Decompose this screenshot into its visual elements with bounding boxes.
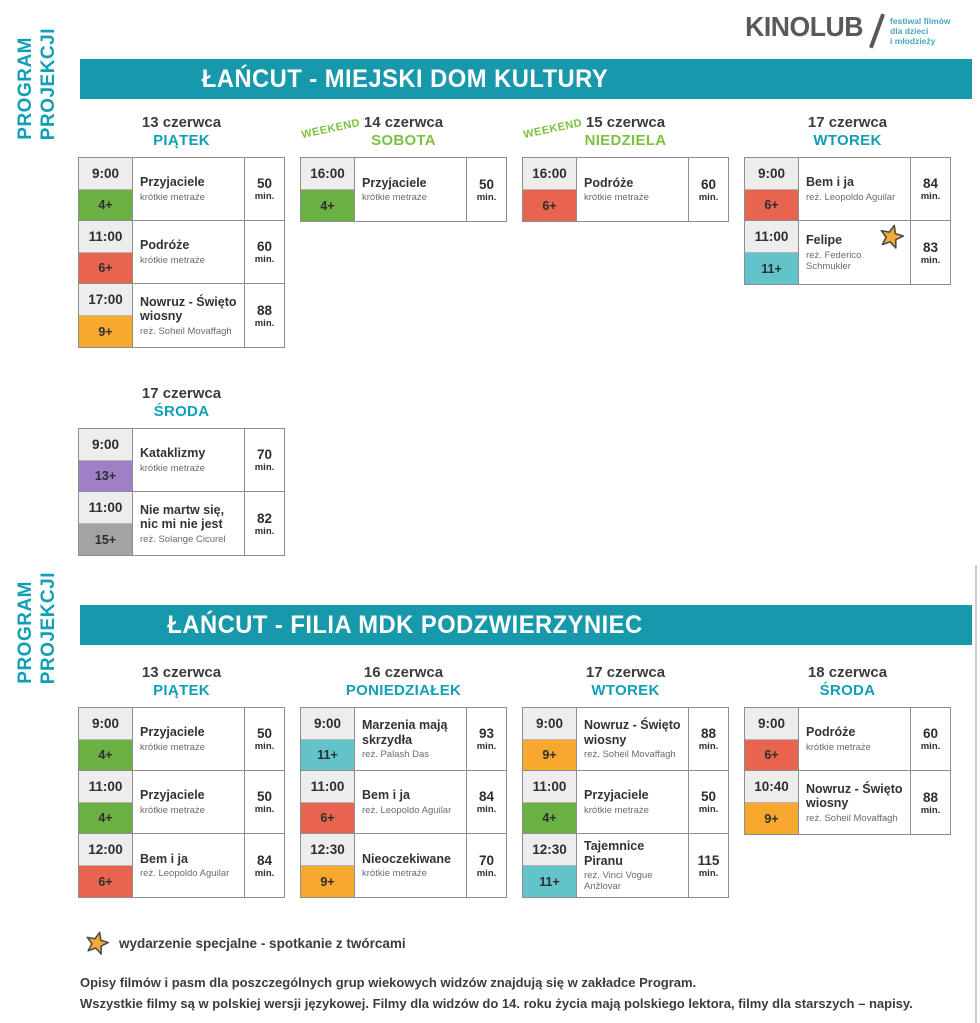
film-subtitle: reż. Vinci Vogue Anžlovar xyxy=(584,870,653,892)
duration-unit: min. xyxy=(254,462,275,473)
day-name: PONIEDZIAŁEK xyxy=(345,682,462,699)
age-badge: 6+ xyxy=(745,189,798,221)
age-badge: 6+ xyxy=(523,189,576,221)
film-info xyxy=(355,158,466,221)
age-badge: 13+ xyxy=(79,460,132,492)
duration-cell xyxy=(688,158,728,221)
film-info xyxy=(355,771,466,833)
duration-value: 50 xyxy=(478,176,495,192)
day-header xyxy=(78,383,285,428)
schedule-row xyxy=(78,383,285,556)
duration-unit: min. xyxy=(698,867,719,879)
duration-cell xyxy=(466,158,506,221)
film-subtitle: krótkie metraże xyxy=(362,868,427,880)
time-age-cell xyxy=(523,708,577,770)
film-card xyxy=(523,158,728,221)
film-info xyxy=(133,284,244,347)
day-column xyxy=(744,112,951,348)
duration-cell xyxy=(244,284,284,347)
date-label: 13 czerwca xyxy=(141,114,222,131)
duration-unit: min. xyxy=(254,191,275,202)
screening-time: 10:40 xyxy=(745,771,798,802)
film-subtitle: krótkie metraże xyxy=(584,804,649,816)
day-name: ŚRODA xyxy=(819,682,876,699)
sidebar-label-program: PROGRAM xyxy=(15,581,36,685)
screening-time: 17:00 xyxy=(79,284,132,315)
duration-cell xyxy=(688,771,728,833)
film-subtitle: krótkie metraże xyxy=(584,192,649,204)
duration-cell xyxy=(244,492,284,555)
film-title: Podróże xyxy=(140,238,190,253)
duration-unit: min. xyxy=(920,741,941,752)
duration-cell xyxy=(244,429,284,491)
duration-cell xyxy=(910,771,950,834)
film-subtitle: reż. Federico Schmukler xyxy=(806,249,862,272)
duration-value: 84 xyxy=(256,852,273,868)
date-label: 14 czerwca xyxy=(363,114,444,131)
duration-value: 50 xyxy=(256,726,273,741)
screening-time: 11:00 xyxy=(79,221,132,252)
duration-value: 83 xyxy=(922,239,939,255)
age-badge: 4+ xyxy=(79,802,132,834)
duration-unit: min. xyxy=(920,804,941,816)
time-age-cell xyxy=(79,158,133,220)
duration-value: 50 xyxy=(256,176,273,191)
day-header xyxy=(744,112,951,157)
film-title: Przyjaciele xyxy=(140,175,205,190)
footer-note-1: Opisy filmów i pasm dla poszczególnych grup wiekowych widzów znajdują się w zakładce Program. xyxy=(80,975,697,990)
film-info xyxy=(133,221,244,283)
venue-band xyxy=(80,59,972,99)
logo-tagline-line: i młodzieży xyxy=(890,36,936,46)
day-header xyxy=(522,662,729,707)
sidebar-label-projekcji: PROJEKCJI xyxy=(37,28,59,141)
duration-value: 93 xyxy=(478,726,495,741)
screening-time: 9:00 xyxy=(79,429,132,460)
date-label: 17 czerwca xyxy=(807,114,888,131)
day-name: ŚRODA xyxy=(153,403,210,420)
film-title: Bem i ja xyxy=(806,175,854,190)
film-card xyxy=(523,771,728,834)
day-name: NIEDZIELA xyxy=(584,132,667,149)
film-title: Marzenia mają skrzydła xyxy=(362,718,448,747)
date-label: 15 czerwca xyxy=(585,114,666,131)
film-card xyxy=(301,158,506,221)
day-column xyxy=(744,662,951,898)
screening-time: 12:30 xyxy=(523,834,576,865)
film-title: Przyjaciele xyxy=(584,788,649,803)
weekend-badge: WEEKEND xyxy=(522,116,584,142)
film-card xyxy=(301,834,506,897)
film-subtitle: reż. Soheil Movaffagh xyxy=(806,812,898,824)
film-title: Nowruz - Święto wiosny xyxy=(584,718,681,747)
page-edge-divider xyxy=(975,565,977,1023)
day-column xyxy=(78,662,285,898)
film-subtitle: krótkie metraże xyxy=(806,741,871,753)
kinolub-wordmark: KINOLUB xyxy=(745,11,863,42)
day-header xyxy=(522,112,729,157)
duration-unit: min. xyxy=(698,804,719,815)
film-title: Tajemnice Piranu xyxy=(584,839,645,868)
film-subtitle: krótkie metraże xyxy=(362,192,427,204)
program-projekcji-label xyxy=(16,572,59,684)
film-subtitle: reż. Soheil Movaffagh xyxy=(584,749,676,760)
kinolub-logo xyxy=(742,13,951,49)
film-subtitle: reż. Leopoldo Aguilar xyxy=(140,868,230,880)
film-card xyxy=(79,708,284,771)
time-age-cell xyxy=(79,834,133,897)
screening-list xyxy=(744,157,951,285)
day-name: WTOREK xyxy=(591,682,660,699)
time-age-cell xyxy=(79,221,133,283)
duration-value: 60 xyxy=(256,239,273,254)
duration-cell xyxy=(466,834,506,897)
film-title: Bem i ja xyxy=(140,851,188,866)
age-badge: 4+ xyxy=(79,189,132,221)
screening-time: 16:00 xyxy=(301,158,354,189)
screening-time: 11:00 xyxy=(79,492,132,523)
film-card xyxy=(523,708,728,771)
logo-tagline-line: dla dzieci xyxy=(890,26,929,36)
film-card xyxy=(745,771,950,834)
film-info xyxy=(355,708,466,770)
film-info xyxy=(799,708,910,770)
duration-unit: min. xyxy=(698,741,719,752)
time-age-cell xyxy=(79,429,133,491)
film-info xyxy=(799,771,910,834)
time-age-cell xyxy=(745,771,799,834)
day-column xyxy=(300,112,507,348)
day-name: SOBOTA xyxy=(371,132,436,149)
time-age-cell xyxy=(79,284,133,347)
film-title: Nowruz - Święto wiosny xyxy=(806,781,903,810)
duration-cell xyxy=(688,708,728,770)
film-title: Kataklizmy xyxy=(140,446,206,461)
duration-unit: min. xyxy=(476,804,497,815)
duration-cell xyxy=(910,158,950,220)
duration-value: 84 xyxy=(922,176,939,191)
film-card xyxy=(745,158,950,221)
screening-list xyxy=(300,707,507,898)
duration-value: 88 xyxy=(922,789,939,805)
screening-time: 11:00 xyxy=(745,221,798,252)
film-subtitle: krótkie metraże xyxy=(140,741,205,753)
film-card xyxy=(301,708,506,771)
screening-time: 9:00 xyxy=(79,708,132,739)
duration-cell xyxy=(244,221,284,283)
duration-unit: min. xyxy=(254,254,275,265)
screening-list xyxy=(744,707,951,835)
date-label: 17 czerwca xyxy=(141,385,222,402)
age-badge: 4+ xyxy=(79,739,132,771)
film-info xyxy=(133,834,244,897)
age-badge: 11+ xyxy=(301,739,354,771)
day-column xyxy=(78,383,285,556)
film-subtitle: krótkie metraże xyxy=(140,254,205,266)
duration-unit: min. xyxy=(476,741,497,752)
film-title: Nie martw się, nic mi nie jest xyxy=(140,502,225,531)
duration-unit: min. xyxy=(476,867,497,879)
screening-time: 11:00 xyxy=(523,771,576,802)
age-badge: 4+ xyxy=(523,802,576,834)
duration-value: 82 xyxy=(256,510,273,526)
duration-cell xyxy=(910,708,950,770)
film-title: Podróże xyxy=(806,725,856,740)
age-badge: 4+ xyxy=(301,189,354,221)
film-title: Przyjaciele xyxy=(140,788,205,803)
film-info xyxy=(577,708,688,770)
footer-note-2: Wszystkie filmy są w polskiej wersji językowej. Filmy dla widzów do 14. roku życia mają polskiego lektora, filmy dla starszych – napisy. xyxy=(80,996,913,1011)
film-subtitle: reż. Leopoldo Aguilar xyxy=(362,804,452,816)
film-info xyxy=(799,158,910,220)
duration-value: 60 xyxy=(700,176,717,192)
film-card xyxy=(79,492,284,555)
duration-value: 50 xyxy=(256,789,273,804)
film-info xyxy=(133,771,244,833)
age-badge: 11+ xyxy=(523,865,576,897)
time-age-cell xyxy=(523,771,577,833)
logo-slash-icon xyxy=(869,13,885,48)
date-label: 17 czerwca xyxy=(585,664,666,681)
time-age-cell xyxy=(301,708,355,770)
screening-time: 9:00 xyxy=(79,158,132,189)
special-event-star-icon xyxy=(84,930,110,956)
film-info xyxy=(133,492,244,555)
duration-unit: min. xyxy=(920,191,941,202)
duration-cell xyxy=(244,771,284,833)
film-title: Przyjaciele xyxy=(140,725,205,740)
duration-value: 70 xyxy=(478,852,495,868)
day-header xyxy=(744,662,951,707)
day-header xyxy=(78,112,285,157)
venue-band xyxy=(80,605,972,645)
screening-time: 9:00 xyxy=(745,158,798,189)
day-column xyxy=(78,112,285,348)
duration-unit: min. xyxy=(476,191,497,203)
duration-unit: min. xyxy=(254,317,275,329)
time-age-cell xyxy=(301,158,355,221)
time-age-cell xyxy=(745,221,799,284)
sidebar-label-program: PROGRAM xyxy=(15,37,36,141)
age-badge: 9+ xyxy=(523,739,576,771)
film-subtitle: reż. Soheil Movaffagh xyxy=(140,325,232,337)
duration-unit: min. xyxy=(254,867,275,879)
screening-list xyxy=(78,428,285,556)
day-column xyxy=(522,112,729,348)
time-age-cell xyxy=(745,708,799,770)
film-info xyxy=(577,771,688,833)
time-age-cell xyxy=(523,158,577,221)
film-title: Nieoczekiwane xyxy=(362,851,451,866)
duration-cell xyxy=(466,708,506,770)
film-info xyxy=(799,221,910,284)
venue-title: ŁAŃCUT - FILIA MDK PODZWIERZYNIEC xyxy=(167,610,643,639)
screening-list xyxy=(522,707,729,898)
film-title: Nowruz - Święto wiosny xyxy=(140,294,237,323)
duration-cell xyxy=(244,834,284,897)
date-label: 13 czerwca xyxy=(141,664,222,681)
film-card xyxy=(79,834,284,897)
day-name: PIĄTEK xyxy=(153,132,210,149)
film-title: Podróże xyxy=(584,175,634,190)
age-badge: 6+ xyxy=(301,802,354,834)
time-age-cell xyxy=(79,492,133,555)
time-age-cell xyxy=(79,771,133,833)
venue-title: ŁAŃCUT - MIEJSKI DOM KULTURY xyxy=(201,64,609,93)
film-card xyxy=(79,284,284,347)
film-subtitle: krótkie metraże xyxy=(140,191,205,203)
film-title: Bem i ja xyxy=(362,788,410,803)
schedule-row xyxy=(78,662,951,898)
screening-time: 9:00 xyxy=(301,708,354,739)
day-name: PIĄTEK xyxy=(153,682,210,699)
duration-unit: min. xyxy=(920,254,941,266)
duration-value: 88 xyxy=(256,302,273,318)
film-card xyxy=(301,771,506,834)
screening-time: 9:00 xyxy=(523,708,576,739)
age-badge: 9+ xyxy=(301,865,354,897)
age-badge: 6+ xyxy=(745,739,798,771)
film-card xyxy=(745,221,950,284)
duration-value: 115 xyxy=(697,852,720,868)
film-title: Felipe xyxy=(806,233,843,248)
day-header xyxy=(78,662,285,707)
duration-value: 70 xyxy=(256,447,273,462)
duration-value: 84 xyxy=(478,789,495,804)
duration-unit: min. xyxy=(254,525,275,537)
screening-time: 12:30 xyxy=(301,834,354,865)
film-info xyxy=(133,158,244,220)
logo-tagline-line: festiwal filmów xyxy=(890,16,951,26)
schedule-row xyxy=(78,112,951,348)
duration-cell xyxy=(910,221,950,284)
duration-value: 50 xyxy=(700,789,717,804)
screening-time: 12:00 xyxy=(79,834,132,865)
time-age-cell xyxy=(745,158,799,220)
film-title: Przyjaciele xyxy=(362,175,427,190)
age-badge: 6+ xyxy=(79,252,132,284)
film-subtitle: reż. Leopoldo Aguilar xyxy=(806,191,896,203)
logo-tagline xyxy=(890,13,950,46)
duration-unit: min. xyxy=(254,804,275,815)
film-info xyxy=(577,834,688,897)
duration-value: 60 xyxy=(922,726,939,741)
time-age-cell xyxy=(301,771,355,833)
film-card xyxy=(745,708,950,771)
special-event-star-icon xyxy=(878,223,905,250)
screening-time: 9:00 xyxy=(745,708,798,739)
day-header xyxy=(300,662,507,707)
time-age-cell xyxy=(79,708,133,770)
screening-list xyxy=(300,157,507,222)
day-column xyxy=(522,662,729,898)
duration-cell xyxy=(244,158,284,220)
screening-list xyxy=(522,157,729,222)
film-subtitle: reż. Palash Das xyxy=(362,749,430,760)
film-card xyxy=(79,158,284,221)
duration-cell xyxy=(244,708,284,770)
footer-notes xyxy=(80,972,975,1014)
date-label: 18 czerwca xyxy=(807,664,888,681)
time-age-cell xyxy=(523,834,577,897)
film-card xyxy=(79,221,284,284)
film-subtitle: reż. Solange Cicurel xyxy=(140,533,226,545)
duration-cell xyxy=(688,834,728,897)
duration-unit: min. xyxy=(254,741,275,752)
day-header xyxy=(300,112,507,157)
duration-unit: min. xyxy=(698,191,719,203)
screening-list xyxy=(78,707,285,898)
age-badge: 9+ xyxy=(79,315,132,347)
film-card xyxy=(79,771,284,834)
special-event-legend xyxy=(84,930,406,956)
screening-time: 11:00 xyxy=(301,771,354,802)
legend-text: wydarzenie specjalne - spotkanie z twórcami xyxy=(119,935,406,951)
film-info xyxy=(133,708,244,770)
film-info xyxy=(355,834,466,897)
screening-time: 16:00 xyxy=(523,158,576,189)
duration-cell xyxy=(466,771,506,833)
film-subtitle: krótkie metraże xyxy=(140,462,205,474)
age-badge: 11+ xyxy=(745,252,798,284)
time-age-cell xyxy=(301,834,355,897)
weekend-badge: WEEKEND xyxy=(300,116,362,142)
program-projekcji-label xyxy=(16,28,59,140)
screening-list xyxy=(78,157,285,348)
film-subtitle: krótkie metraże xyxy=(140,804,205,816)
date-label: 16 czerwca xyxy=(363,664,444,681)
film-info xyxy=(577,158,688,221)
screening-time: 11:00 xyxy=(79,771,132,802)
age-badge: 6+ xyxy=(79,865,132,897)
sidebar-label-projekcji: PROJEKCJI xyxy=(37,572,59,685)
film-card xyxy=(523,834,728,897)
age-badge: 9+ xyxy=(745,802,798,834)
film-card xyxy=(79,429,284,492)
film-info xyxy=(133,429,244,491)
day-column xyxy=(300,662,507,898)
duration-value: 88 xyxy=(700,726,717,741)
age-badge: 15+ xyxy=(79,523,132,555)
day-name: WTOREK xyxy=(813,132,882,149)
